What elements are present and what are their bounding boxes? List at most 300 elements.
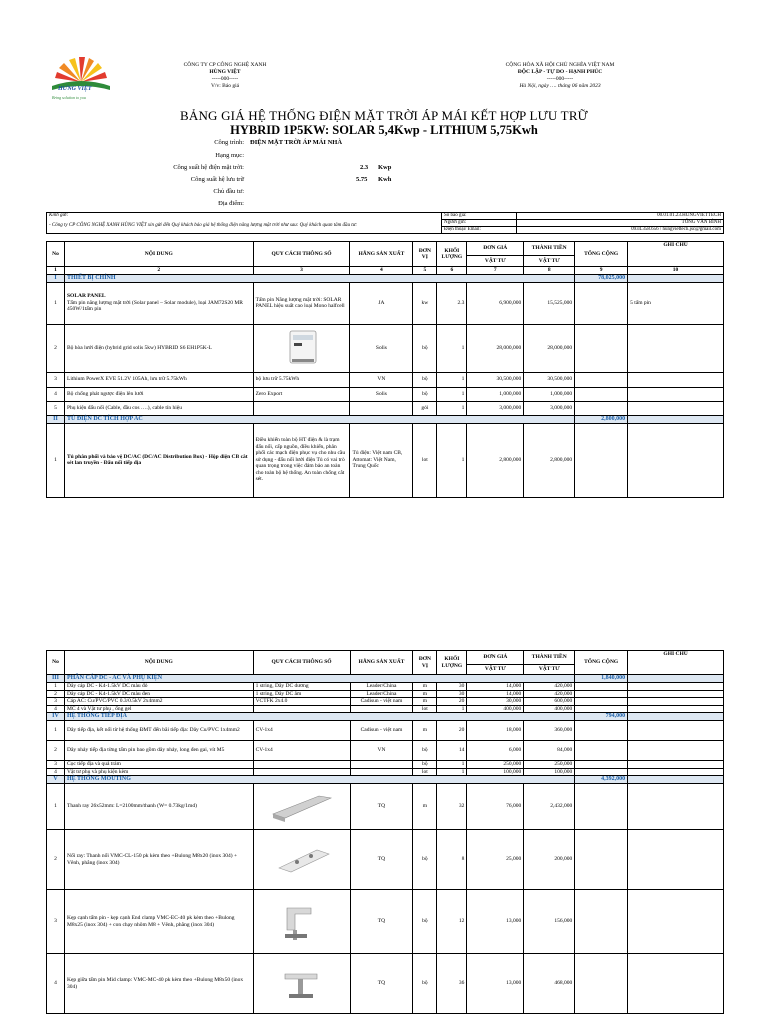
row-no: 1 <box>47 423 65 497</box>
section-row <box>47 713 724 721</box>
row-note <box>628 768 724 776</box>
solar-capacity-unit: Kwp <box>378 164 392 171</box>
row-price: 13,000 <box>467 954 524 1014</box>
row-qty: 1 <box>437 768 467 776</box>
section-total: 4,392,000 <box>575 776 628 784</box>
row-brand: Cadisun - việt nam <box>350 698 413 706</box>
row-qty: 14 <box>437 741 467 761</box>
row-content: Bộ hòa lưới điện (hybrid grid solis 5kw) HYBRID S6 EH1P5K-L <box>64 324 253 372</box>
national-motto: ĐỘC LẬP - TỰ DO - HẠNH PHÚC <box>517 69 603 75</box>
col-price-material: VẬT TƯ <box>467 256 524 267</box>
row-unit: lot <box>413 423 437 497</box>
table-row <box>47 372 724 387</box>
section-name: THIẾT BỊ CHÍNH <box>64 274 574 282</box>
row-unit: bộ <box>413 954 437 1014</box>
row-no: 1 <box>47 282 65 324</box>
row-price: 30,000 <box>467 698 524 706</box>
table-row <box>47 698 724 706</box>
col-total: TỔNG CỘNG <box>575 651 628 675</box>
row-note <box>628 761 724 769</box>
subject-line: V/v: Báo giá <box>210 83 240 89</box>
row-brand: VN <box>350 372 413 387</box>
category-label: Hạng mục: <box>215 152 244 159</box>
contact-value: 0934.358.656 / hungviettech.jsc@gmail.com <box>517 227 724 234</box>
row-no: 3 <box>47 890 65 954</box>
row-unit: lot <box>413 768 437 776</box>
row-price: 400,000 <box>467 705 524 713</box>
row-spec <box>253 324 350 372</box>
row-price: 30,500,000 <box>467 372 524 387</box>
section-name: HỆ THỐNG MOUTING <box>64 776 574 784</box>
row-amount: 1,000,000 <box>524 387 575 401</box>
row-qty: 30 <box>437 690 467 698</box>
row-qty: 12 <box>437 890 467 954</box>
quotation-table-1 <box>46 241 724 498</box>
row-spec: Tấm pin Năng lượng mặt trời: SOLAR PANEL hiệu suất cao loại Mono halfcell <box>253 282 350 324</box>
row-content: Dây cáp DC - K4-1.5kV DC màu đen <box>64 690 253 698</box>
row-brand: JA <box>350 282 413 324</box>
col-brand: HÃNG SẢN XUẤT <box>350 242 413 267</box>
row-price: 250,000 <box>467 761 524 769</box>
row-amount: 400,000 <box>524 705 575 713</box>
logo-brand: HƯNG VIỆT <box>58 86 92 92</box>
section-no: I <box>47 274 65 282</box>
row-spec <box>253 784 350 830</box>
national-title: CỘNG HÒA XÃ HỘI CHỦ NGHĨA VIỆT NAM <box>505 62 615 68</box>
row-total <box>575 698 628 706</box>
section-no: II <box>47 415 65 423</box>
table-row <box>47 683 724 691</box>
quote-info-table <box>46 212 724 234</box>
company-header-left <box>150 62 300 90</box>
row-total <box>575 690 628 698</box>
row-no: 4 <box>47 768 65 776</box>
row-brand: Leader/China <box>350 690 413 698</box>
section-total: 78,025,000 <box>575 274 628 282</box>
row-note <box>628 683 724 691</box>
row-price: 28,000,000 <box>467 324 524 372</box>
row-qty: 1 <box>437 324 467 372</box>
row-unit: bộ <box>413 372 437 387</box>
colnum: 4 <box>350 267 413 275</box>
row-amount: 3,000,000 <box>524 401 575 415</box>
inverter-image-icon <box>282 329 322 367</box>
row-total <box>575 721 628 741</box>
colnum: 2 <box>64 267 253 275</box>
section-no: III <box>47 675 65 683</box>
row-qty: 8 <box>437 830 467 890</box>
row-spec <box>253 768 350 776</box>
row-no: 4 <box>47 954 65 1014</box>
row-note <box>628 954 724 1014</box>
row-total <box>575 423 628 497</box>
row-price: 76,000 <box>467 784 524 830</box>
row-no: 3 <box>47 698 65 706</box>
table-row <box>47 721 724 741</box>
rail-image-icon <box>267 788 337 826</box>
row-spec <box>253 890 350 954</box>
quotation-table-2 <box>46 650 724 1014</box>
row-content <box>64 282 253 324</box>
table-row <box>47 761 724 769</box>
row-price: 14,000 <box>467 690 524 698</box>
section-note <box>628 776 724 784</box>
row-spec: CV-1x4 <box>253 721 350 741</box>
row-content: Dây tiếp địa, kết nối từ hệ thống ĐMT đến bãi tiếp địa: Dây Cu/PVC 1x4mm2 <box>64 721 253 741</box>
row-spec <box>253 401 350 415</box>
col-price: ĐƠN GIÁ <box>467 242 524 256</box>
row-amount: 600,000 <box>524 698 575 706</box>
row-qty: 1 <box>437 423 467 497</box>
row-amount: 420,000 <box>524 690 575 698</box>
row-brand: Solis <box>350 324 413 372</box>
row-amount: 15,525,000 <box>524 282 575 324</box>
row-amount: 2,432,000 <box>524 784 575 830</box>
section-name: HỆ THỐNG TIẾP ĐỊA <box>64 713 574 721</box>
table-row <box>47 954 724 1014</box>
row-unit: lot <box>413 705 437 713</box>
column-number-row <box>47 267 724 275</box>
row-qty: 20 <box>437 721 467 741</box>
row-spec <box>253 761 350 769</box>
company-name-2: HÙNG VIỆT <box>209 69 241 75</box>
row-spec: CV-1x4 <box>253 741 350 761</box>
row-qty: 36 <box>437 954 467 1014</box>
row-unit: m <box>413 721 437 741</box>
col-spec: QUY CÁCH THÔNG SỐ <box>253 242 350 267</box>
section-name: PHẦN CÁP DC - AC VÀ PHỤ KIỆN <box>64 675 574 683</box>
quote-number-label: Số báo giá: <box>442 213 517 220</box>
col-content: NỘI DUNG <box>64 651 253 675</box>
row-amount: 2,800,000 <box>524 423 575 497</box>
row-note <box>628 721 724 741</box>
col-unit: ĐƠN VỊ <box>413 651 437 675</box>
row-price: 25,000 <box>467 830 524 890</box>
row-amount: 156,000 <box>524 890 575 954</box>
row-brand: Cadisun - việt nam <box>350 721 413 741</box>
row-content: Vật tư phụ và phụ kiện kèm <box>64 768 253 776</box>
colnum: 5 <box>413 267 437 275</box>
sender-label: Người gửi: <box>442 220 517 227</box>
row-amount: 468,000 <box>524 954 575 1014</box>
row-brand: TQ <box>350 954 413 1014</box>
section-note <box>628 713 724 721</box>
row-no: 1 <box>47 784 65 830</box>
row-price: 100,000 <box>467 768 524 776</box>
row-brand <box>350 761 413 769</box>
section-name: TỦ ĐIỆN DC TÍCH HỢP AC <box>64 415 574 423</box>
section-row <box>47 776 724 784</box>
col-note: GHI CHÚ <box>628 651 724 675</box>
row-content: Dây nhảy tiếp địa từng tấm pin bao gồm dây nhảy, long đen gai, vít M5 <box>64 741 253 761</box>
row-price: 6,900,000 <box>467 282 524 324</box>
row-note <box>628 423 724 497</box>
row-brand: TQ <box>350 890 413 954</box>
storage-capacity-unit: Kwh <box>378 176 392 183</box>
table-row <box>47 282 724 324</box>
row-spec <box>253 830 350 890</box>
row-brand: Leader/China <box>350 683 413 691</box>
table-row <box>47 324 724 372</box>
row-content: Phụ kiện đấu nối (Cable, đầu cos ….), cable tín hiệu <box>64 401 253 415</box>
row-content: Dây cáp DC - K4-1.5kV DC màu đỏ <box>64 683 253 691</box>
row-price: 13,000 <box>467 890 524 954</box>
rail-connector-image-icon <box>267 840 337 880</box>
document-date: Hà Nội, ngày …. tháng 06 năm 2023 <box>519 83 601 89</box>
col-price-material: VẬT TƯ <box>467 665 524 675</box>
row-price: 1,000,000 <box>467 387 524 401</box>
row-amount: 360,000 <box>524 721 575 741</box>
row-total <box>575 683 628 691</box>
document-subtitle: HYBRID 1P5KW: SOLAR 5,4Kwp - LITHIUM 5,75Kwh <box>230 123 538 137</box>
row-price: 6,000 <box>467 741 524 761</box>
section-note <box>628 675 724 683</box>
row-note <box>628 690 724 698</box>
row-spec: bộ lưu trữ 5.75kWh <box>253 372 350 387</box>
row-total <box>575 761 628 769</box>
row-qty: 1 <box>437 401 467 415</box>
row-note <box>628 698 724 706</box>
colnum: 10 <box>628 267 724 275</box>
row-qty: 32 <box>437 784 467 830</box>
col-amount: THÀNH TIỀN <box>524 242 575 256</box>
row-total <box>575 705 628 713</box>
row-brand: TQ <box>350 784 413 830</box>
row-spec: Điều khiển toàn bộ HT điện & là trạm đấu nối, cấp nguồn, điều khiển, phân phối các mạch điện phục vụ cho nhu cầu sử dụng - đấu nối lưới điện Tủ có vai trò quan trọng trong việc đảm bảo an toàn cho toàn bộ hệ thống. An toàn chống cắt sét. <box>253 423 350 497</box>
row-content: Thanh ray 26x52mm: L=2100mm/thanh (W= 0.73kg/1md) <box>64 784 253 830</box>
project-info <box>120 138 520 208</box>
table-row <box>47 784 724 830</box>
col-no: No <box>47 242 65 267</box>
row-content-title: SOLAR PANEL <box>66 293 106 300</box>
col-qty: KHỐI LƯỢNG <box>437 242 467 267</box>
table-row <box>47 768 724 776</box>
row-no: 3 <box>47 372 65 387</box>
section-note <box>628 274 724 282</box>
table-row <box>47 705 724 713</box>
solar-capacity-label: Công suất hệ điện mặt trời: <box>173 164 244 171</box>
row-spec: Zero Export <box>253 387 350 401</box>
row-qty: 1 <box>437 372 467 387</box>
row-unit: bộ <box>413 387 437 401</box>
row-total <box>575 768 628 776</box>
row-price: 18,000 <box>467 721 524 741</box>
row-no: 2 <box>47 690 65 698</box>
end-clamp-image-icon <box>267 900 337 944</box>
location-label: Địa điểm: <box>218 200 244 207</box>
row-note <box>628 830 724 890</box>
colnum: 8 <box>524 267 575 275</box>
row-unit: bộ <box>413 741 437 761</box>
colnum: 7 <box>467 267 524 275</box>
row-total <box>575 387 628 401</box>
sender-value: TỐNG VĂN BÌNH <box>517 220 724 227</box>
table-row <box>47 690 724 698</box>
section-total: 1,840,000 <box>575 675 628 683</box>
col-unit: ĐƠN VỊ <box>413 242 437 267</box>
row-qty: 20 <box>437 698 467 706</box>
row-amount: 100,000 <box>524 768 575 776</box>
row-spec: VCTFK 2x4.0 <box>253 698 350 706</box>
row-total <box>575 282 628 324</box>
row-price: 2,800,000 <box>467 423 524 497</box>
row-brand: TQ <box>350 830 413 890</box>
document-title: BẢNG GIÁ HỆ THỐNG ĐIỆN MẶT TRỜI ÁP MÁI KẾT HỢP LƯU TRỮ <box>180 108 588 123</box>
col-brand: HÃNG SẢN XUẤT <box>350 651 413 675</box>
intro-note: - Công ty CP CÔNG NGHỆ XANH HÙNG VIỆT xin gửi đến Quý khách báo giá hệ thống điện năng lượng mặt trời như sau: Quý khách quan tâm đầu tư: <box>47 220 442 234</box>
row-total <box>575 954 628 1014</box>
recipient-label: Kính gửi: <box>47 213 442 220</box>
col-amount-material: VẬT TƯ <box>524 256 575 267</box>
section-row <box>47 415 724 423</box>
row-qty: 30 <box>437 683 467 691</box>
row-price: 3,000,000 <box>467 401 524 415</box>
row-content: Kẹp cạnh tấm pin - kẹp cạnh End clamp VMC-EC-40 pk kèm theo +Bulong M8x25 (inox 304) + con chạy nhôm M8 + Vênh, phẳng (inox 304) <box>64 890 253 954</box>
row-note <box>628 401 724 415</box>
row-amount: 250,000 <box>524 761 575 769</box>
section-note <box>628 415 724 423</box>
row-no: 3 <box>47 761 65 769</box>
row-content: Bộ chống phát ngược điện lên lưới <box>64 387 253 401</box>
row-amount: 84,000 <box>524 741 575 761</box>
table-row <box>47 401 724 415</box>
section-row <box>47 274 724 282</box>
row-total <box>575 324 628 372</box>
row-no: 2 <box>47 741 65 761</box>
colnum: 6 <box>437 267 467 275</box>
row-note <box>628 372 724 387</box>
col-price: ĐƠN GIÁ <box>467 651 524 665</box>
row-total <box>575 784 628 830</box>
row-price: 14,000 <box>467 683 524 691</box>
row-unit: m <box>413 784 437 830</box>
storage-capacity-label: Công suất hệ lưu trữ <box>190 176 244 183</box>
row-content: Cáp AC: Cu/PVC/PVC 0.3/0.5kV 2x4mm2 <box>64 698 253 706</box>
storage-capacity-value: 5.75 <box>356 176 368 183</box>
solar-capacity-value: 2.3 <box>360 164 369 171</box>
col-total: TỔNG CỘNG <box>575 242 628 267</box>
row-brand: Solis <box>350 387 413 401</box>
table-row <box>47 741 724 761</box>
col-note: GHI CHÚ <box>628 242 724 267</box>
row-spec: 1 string, Dây DC âm <box>253 690 350 698</box>
row-unit: bộ <box>413 324 437 372</box>
row-spec <box>253 705 350 713</box>
row-unit: m <box>413 698 437 706</box>
col-amount-material: VẬT TƯ <box>524 665 575 675</box>
section-no: IV <box>47 713 65 721</box>
row-no: 4 <box>47 387 65 401</box>
section-row <box>47 675 724 683</box>
row-content: Lithium PowerX EVE 51.2V 105Ah, lưu trữ 5.75kWh <box>64 372 253 387</box>
row-unit: bộ <box>413 830 437 890</box>
row-brand: VN <box>350 741 413 761</box>
row-spec: 1 string, Dây DC dương <box>253 683 350 691</box>
col-no: No <box>47 651 65 675</box>
contact-label: Điện thoại/ Email: <box>442 227 517 234</box>
row-unit: m <box>413 683 437 691</box>
project-value: ĐIỆN MẶT TRỜI ÁP MÁI NHÀ <box>250 139 343 146</box>
row-total <box>575 372 628 387</box>
row-qty: 1 <box>437 761 467 769</box>
logo-slogan: Bring solution to you <box>52 95 86 100</box>
company-name: CÔNG TY CP CÔNG NGHỆ XANH <box>183 62 267 68</box>
col-amount: THÀNH TIỀN <box>524 651 575 665</box>
colnum: 9 <box>575 267 628 275</box>
row-qty: 1 <box>437 705 467 713</box>
row-note <box>628 705 724 713</box>
table-row <box>47 830 724 890</box>
row-content: Cọc tiếp địa và quả trám <box>64 761 253 769</box>
row-content-desc: Tấm pin năng lượng mặt trời (Solar panel – Solar module), loại JAM72S20 MR 450W/1tấm pin <box>66 299 243 313</box>
row-unit: kw <box>413 282 437 324</box>
row-qty: 1 <box>437 387 467 401</box>
row-amount: 28,000,000 <box>524 324 575 372</box>
row-unit: m <box>413 690 437 698</box>
row-brand <box>350 401 413 415</box>
row-content: MC 4 và Vật tư phụ , ống gel <box>64 705 253 713</box>
table-row <box>47 387 724 401</box>
row-note <box>628 387 724 401</box>
row-no: 4 <box>47 705 65 713</box>
col-qty: KHỐI LƯỢNG <box>437 651 467 675</box>
row-spec <box>253 954 350 1014</box>
section-total: 2,800,000 <box>575 415 628 423</box>
row-brand <box>350 768 413 776</box>
row-content: Kẹp giữa tấm pin Mid clamp: VMC-MC-40 pk kèm theo +Bulong M8x50 (inox 304) <box>64 954 253 1014</box>
mid-clamp-image-icon <box>267 964 337 1004</box>
row-no: 2 <box>47 830 65 890</box>
row-no: 1 <box>47 683 65 691</box>
row-brand: Tủ điện: Việt nam CB, Attomat: Việt Nam, Trung Quốc <box>350 423 413 497</box>
row-brand <box>350 705 413 713</box>
row-note <box>628 324 724 372</box>
col-spec: QUY CÁCH THÔNG SỐ <box>253 651 350 675</box>
separator-left: -----000----- <box>211 76 239 82</box>
row-no: 5 <box>47 401 65 415</box>
investor-label: Chủ đầu tư: <box>213 188 244 195</box>
national-header <box>460 62 660 90</box>
row-qty: 2.3 <box>437 282 467 324</box>
row-note <box>628 890 724 954</box>
row-note <box>628 784 724 830</box>
section-no: V <box>47 776 65 784</box>
row-no: 1 <box>47 721 65 741</box>
row-total <box>575 401 628 415</box>
row-note: 5 tấm pin <box>628 282 724 324</box>
section-total: 794,000 <box>575 713 628 721</box>
row-amount: 30,500,000 <box>524 372 575 387</box>
table-row <box>47 890 724 954</box>
row-total <box>575 830 628 890</box>
row-amount: 200,000 <box>524 830 575 890</box>
quote-number-value: 00.01.01.23.HUNGVIETTECH <box>517 213 724 220</box>
row-unit: gói <box>413 401 437 415</box>
col-content: NỘI DUNG <box>64 242 253 267</box>
row-note <box>628 741 724 761</box>
separator-right: -----000----- <box>546 76 574 82</box>
row-content: Nối ray: Thanh nối VMC-CL-150 pk kèm theo +Bulong M8x20 (inox 304) + Vênh, phẳng (inox 304) <box>64 830 253 890</box>
row-total <box>575 741 628 761</box>
row-unit: bộ <box>413 761 437 769</box>
colnum: 3 <box>253 267 350 275</box>
row-amount: 420,000 <box>524 683 575 691</box>
table-row <box>47 423 724 497</box>
row-total <box>575 890 628 954</box>
row-content: Tủ phân phối và bảo vệ DC/AC (DC/AC Distribution Box) - Hộp điện CB cắt sét lan truyền - Đấu nối tiếp địa <box>64 423 253 497</box>
project-label: Công trình: <box>214 139 244 146</box>
row-unit: bộ <box>413 890 437 954</box>
